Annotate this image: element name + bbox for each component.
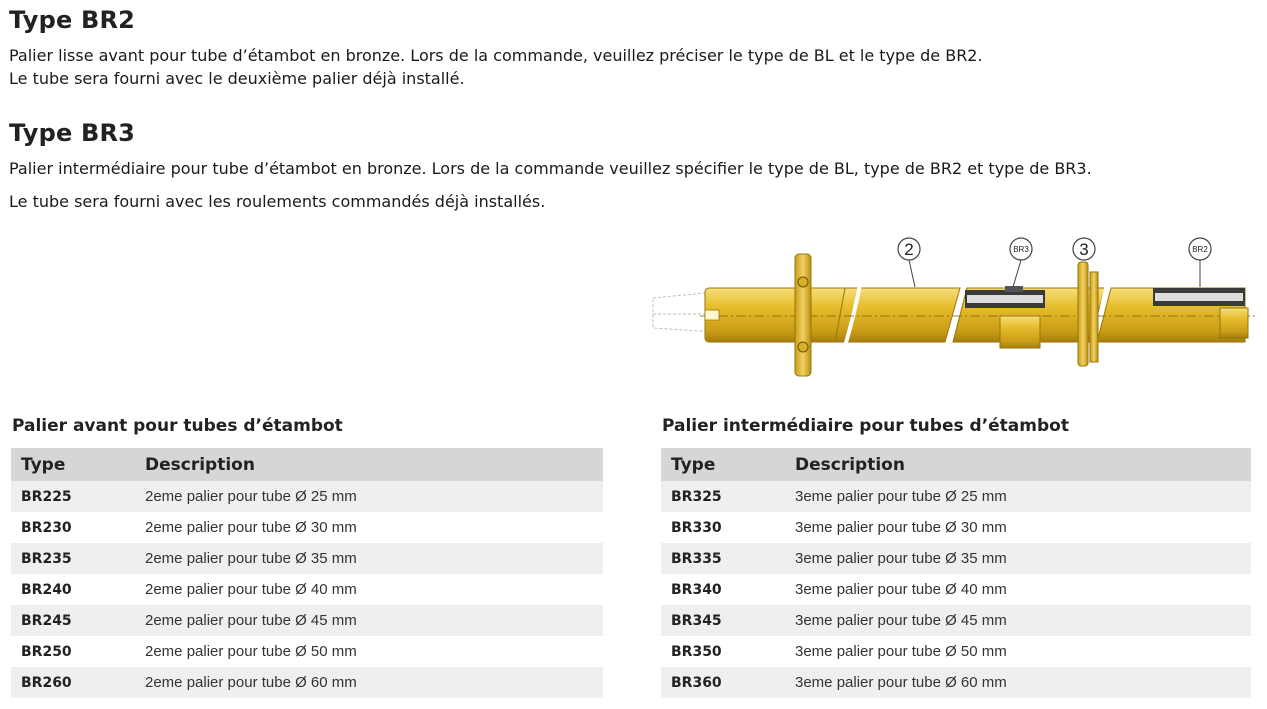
- table-row: [661, 667, 1251, 698]
- cell-description: 3eme palier pour tube Ø 40 mm: [795, 581, 1007, 598]
- table-row: [11, 512, 603, 543]
- br3-title: Type BR3: [9, 119, 136, 147]
- cell-type: BR345: [671, 612, 722, 629]
- cell-description: 3eme palier pour tube Ø 35 mm: [795, 550, 1007, 567]
- br2-title: Type BR2: [9, 6, 136, 34]
- left-flange: [795, 254, 811, 376]
- table-row: [661, 605, 1251, 636]
- callout-br2: [1189, 238, 1211, 287]
- table-body: [661, 481, 1251, 698]
- cell-description: 3eme palier pour tube Ø 50 mm: [795, 643, 1007, 660]
- cell-description: 3eme palier pour tube Ø 45 mm: [795, 612, 1007, 629]
- col-type-header: Type: [21, 454, 66, 475]
- col-description-header: Description: [145, 454, 255, 475]
- table-row: [661, 636, 1251, 667]
- br2-description-line2: Le tube sera fourni avec le deuxième palier déjà installé.: [9, 69, 465, 88]
- callout-br2-label: BR2: [1192, 245, 1208, 254]
- intermediate-bearing-table: [661, 415, 1251, 698]
- cell-type: BR240: [21, 581, 72, 598]
- table-header: [11, 448, 603, 481]
- br2-description-line1: Palier lisse avant pour tube d’étambot en bronze. Lors de la commande, veuillez préciser le type de BL et le type de BR2.: [9, 46, 983, 65]
- cell-description: 3eme palier pour tube Ø 30 mm: [795, 519, 1007, 536]
- tube-sleeve: [1000, 316, 1040, 348]
- table-row: [661, 574, 1251, 605]
- middle-flange: [1078, 262, 1098, 366]
- cell-description: 2eme palier pour tube Ø 40 mm: [145, 581, 357, 598]
- table-row: [11, 574, 603, 605]
- section-br2: [9, 6, 1247, 90]
- cell-type: BR225: [21, 488, 72, 505]
- callout-3: [1073, 238, 1095, 260]
- cell-description: 2eme palier pour tube Ø 60 mm: [145, 674, 357, 691]
- table-body: [11, 481, 603, 698]
- col-description-header: Description: [795, 454, 905, 475]
- table-row: [11, 481, 603, 512]
- table-row: [661, 481, 1251, 512]
- cell-type: BR350: [671, 643, 722, 660]
- cell-description: 2eme palier pour tube Ø 30 mm: [145, 519, 357, 536]
- br3-description-line2: Le tube sera fourni avec les roulements commandés déjà installés.: [9, 192, 546, 211]
- cell-type: BR340: [671, 581, 722, 598]
- col-type-header: Type: [671, 454, 716, 475]
- table-row: [11, 636, 603, 667]
- cell-type: BR335: [671, 550, 722, 567]
- cell-type: BR330: [671, 519, 722, 536]
- table-header: [661, 448, 1251, 481]
- cell-description: 2eme palier pour tube Ø 50 mm: [145, 643, 357, 660]
- table-row: [11, 605, 603, 636]
- table-row: [11, 667, 603, 698]
- front-bearing-table: [11, 415, 603, 698]
- callout-2: [898, 238, 920, 287]
- callout-br3-label: BR3: [1013, 245, 1029, 254]
- cell-description: 2eme palier pour tube Ø 35 mm: [145, 550, 357, 567]
- cell-type: BR250: [21, 643, 72, 660]
- table-row: [661, 512, 1251, 543]
- table-row: [661, 543, 1251, 574]
- cell-description: 2eme palier pour tube Ø 25 mm: [145, 488, 357, 505]
- cell-description: 3eme palier pour tube Ø 60 mm: [795, 674, 1007, 691]
- cell-type: BR325: [671, 488, 722, 505]
- section-br3: [9, 119, 1247, 213]
- callout-br3: [1010, 238, 1032, 287]
- cell-type: BR360: [671, 674, 722, 691]
- cell-type: BR260: [21, 674, 72, 691]
- cell-type: BR235: [21, 550, 72, 567]
- callout-2-label: 2: [904, 240, 914, 259]
- intermediate-bearing-table-title: Palier intermédiaire pour tubes d’étambot: [662, 416, 1069, 436]
- cell-description: 2eme palier pour tube Ø 45 mm: [145, 612, 357, 629]
- stern-tube-diagram: [645, 232, 1260, 382]
- cell-type: BR245: [21, 612, 72, 629]
- br2-bearing: [1153, 288, 1245, 306]
- br3-description-line1: Palier intermédiaire pour tube d’étambot en bronze. Lors de la commande veuillez spécifier le type de BL, type de BR2 et type de BR3.: [9, 159, 1092, 178]
- cell-type: BR230: [21, 519, 72, 536]
- front-bearing-table-title: Palier avant pour tubes d’étambot: [12, 416, 343, 436]
- callout-3-label: 3: [1079, 240, 1089, 259]
- table-row: [11, 543, 603, 574]
- cell-description: 3eme palier pour tube Ø 25 mm: [795, 488, 1007, 505]
